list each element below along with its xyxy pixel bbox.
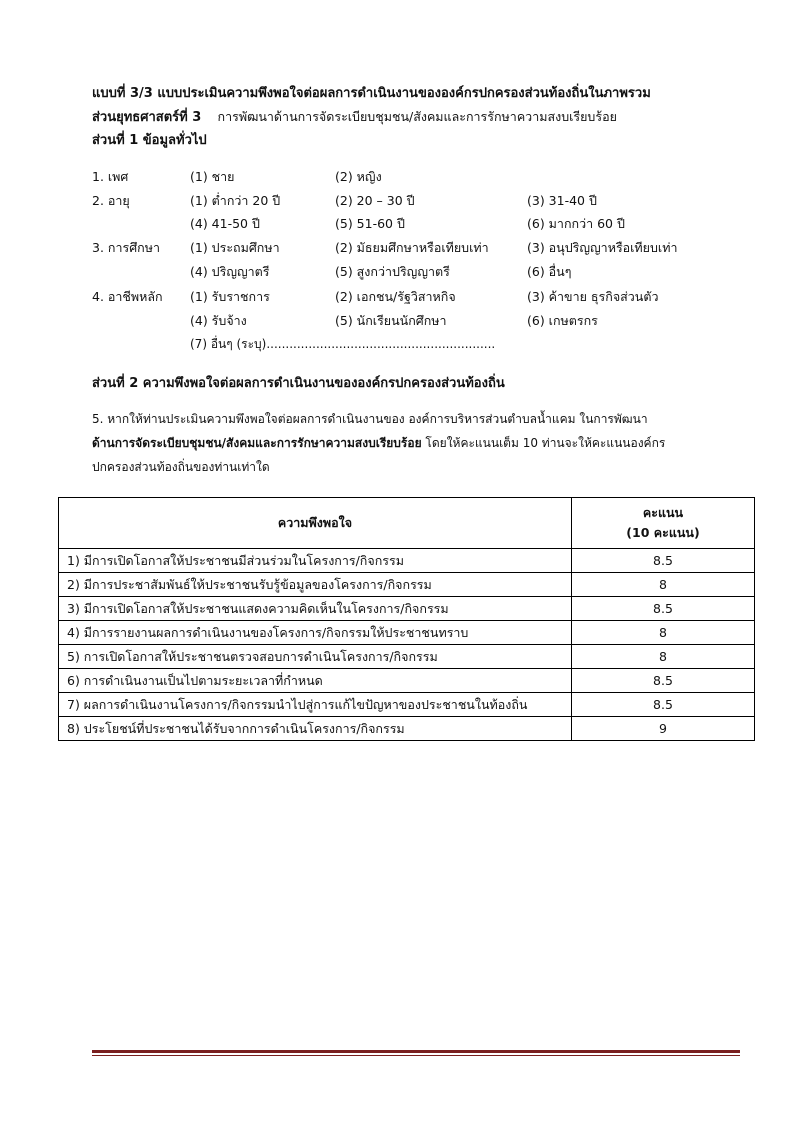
table-row <box>59 645 755 669</box>
occupation-option-3: (3) ค้าขาย ธุรกิจส่วนตัว <box>527 289 659 304</box>
education-option-3: (3) อนุปริญญาหรือเทียบเท่า <box>527 240 678 255</box>
sex-option-male: (1) ชาย <box>190 169 235 184</box>
row-score: 8.5 <box>572 597 755 621</box>
age-option-2: (2) 20 – 30 ปี <box>335 193 415 208</box>
question-5-topic: ด้านการจัดระเบียบชุมชน/สังคมและการรักษาความสงบเรียบร้อย <box>92 436 422 450</box>
occupation-option-6: (6) เกษตรกร <box>527 313 598 328</box>
question-5-instruction: โดยให้คะแนนเต็ม 10 ท่านจะให้คะแนนองค์กร <box>421 436 666 450</box>
row-item: 5) การเปิดโอกาสให้ประชาชนตรวจสอบการดำเนินโครงการ/กิจกรรม <box>59 645 572 669</box>
question-5-line-1: 5. หากให้ท่านประเมินความพึงพอใจต่อผลการดำเนินงานของ องค์การบริหารส่วนตำบลน้ำแคม ในการพัฒนา <box>92 412 648 426</box>
table-row <box>59 669 755 693</box>
footer-rule-thick <box>92 1050 740 1053</box>
occupation-label: 4. อาชีพหลัก <box>92 289 163 304</box>
part1-title: ส่วนที่ 1 ข้อมูลทั่วไป <box>92 133 207 148</box>
table-header-row <box>59 498 755 549</box>
row-score: 8 <box>572 621 755 645</box>
education-option-2: (2) มัธยมศึกษาหรือเทียบเท่า <box>335 240 489 255</box>
education-option-6: (6) อื่นๆ <box>527 264 572 279</box>
question-5-line-3: ปกครองส่วนท้องถิ่นของท่านเท่าใด <box>92 460 270 474</box>
age-option-5: (5) 51-60 ปี <box>335 216 405 231</box>
row-item: 7) ผลการดำเนินงานโครงการ/กิจกรรมนำไปสู่การแก้ไขปัญหาของประชาชนในท้องถิ่น <box>59 693 572 717</box>
row-score: 8 <box>572 573 755 597</box>
part2-title: ส่วนที่ 2 ความพึงพอใจต่อผลการดำเนินงานขององค์กรปกครองส่วนท้องถิ่น <box>92 376 505 391</box>
header-score-line-2: (10 คะแนน) <box>626 525 700 540</box>
education-label: 3. การศึกษา <box>92 240 160 255</box>
age-option-1: (1) ต่ำกว่า 20 ปี <box>190 193 281 208</box>
table-row <box>59 573 755 597</box>
row-item: 6) การดำเนินงานเป็นไปตามระยะเวลาที่กำหนด <box>59 669 572 693</box>
row-score: 8.5 <box>572 693 755 717</box>
row-score: 8.5 <box>572 669 755 693</box>
row-item: 8) ประโยชน์ที่ประชาชนได้รับจากการดำเนินโครงการ/กิจกรรม <box>59 717 572 741</box>
row-item: 1) มีการเปิดโอกาสให้ประชาชนมีส่วนร่วมในโครงการ/กิจกรรม <box>59 549 572 573</box>
education-option-5: (5) สูงกว่าปริญญาตรี <box>335 264 450 279</box>
occupation-option-5: (5) นักเรียนนักศึกษา <box>335 313 447 328</box>
sex-option-female: (2) หญิง <box>335 169 382 184</box>
satisfaction-table <box>58 497 755 741</box>
occupation-option-7: (7) อื่นๆ (ระบุ)............................................................ <box>190 337 496 351</box>
table-row <box>59 621 755 645</box>
occupation-option-2: (2) เอกชน/รัฐวิสาหกิจ <box>335 289 456 304</box>
age-option-6: (6) มากกว่า 60 ปี <box>527 216 625 231</box>
education-option-1: (1) ประถมศึกษา <box>190 240 280 255</box>
strategy-label: ส่วนยุทธศาสตร์ที่ 3 <box>92 110 202 125</box>
strategy-line <box>92 106 617 127</box>
age-option-3: (3) 31-40 ปี <box>527 193 597 208</box>
occupation-option-4: (4) รับจ้าง <box>190 313 247 328</box>
row-item: 2) มีการประชาสัมพันธ์ให้ประชาชนรับรู้ข้อมูลของโครงการ/กิจกรรม <box>59 573 572 597</box>
row-item: 3) มีการเปิดโอกาสให้ประชาชนแสดงความคิดเห็นในโครงการ/กิจกรรม <box>59 597 572 621</box>
table-row <box>59 549 755 573</box>
question-5-line-2 <box>92 434 665 453</box>
sex-label: 1. เพศ <box>92 169 129 184</box>
header-satisfaction: ความพึงพอใจ <box>59 498 572 549</box>
row-score: 9 <box>572 717 755 741</box>
age-option-4: (4) 41-50 ปี <box>190 216 260 231</box>
header-score-line-1: คะแนน <box>642 505 684 520</box>
occupation-option-1: (1) รับราชการ <box>190 289 270 304</box>
table-row <box>59 717 755 741</box>
footer-rule-thin <box>92 1055 740 1056</box>
age-label: 2. อายุ <box>92 193 130 208</box>
form-title: แบบที่ 3/3 แบบประเมินความพึงพอใจต่อผลการดำเนินงานขององค์กรปกครองส่วนท้องถิ่นในภาพรวม <box>92 86 651 101</box>
row-score: 8.5 <box>572 549 755 573</box>
row-item: 4) มีการรายงานผลการดำเนินงานของโครงการ/กิจกรรมให้ประชาชนทราบ <box>59 621 572 645</box>
strategy-text: การพัฒนาด้านการจัดระเบียบชุมชน/สังคมและการรักษาความสงบเรียบร้อย <box>217 109 617 124</box>
table-row <box>59 693 755 717</box>
row-score: 8 <box>572 645 755 669</box>
education-option-4: (4) ปริญญาตรี <box>190 264 270 279</box>
table-row <box>59 597 755 621</box>
header-score <box>572 498 755 549</box>
